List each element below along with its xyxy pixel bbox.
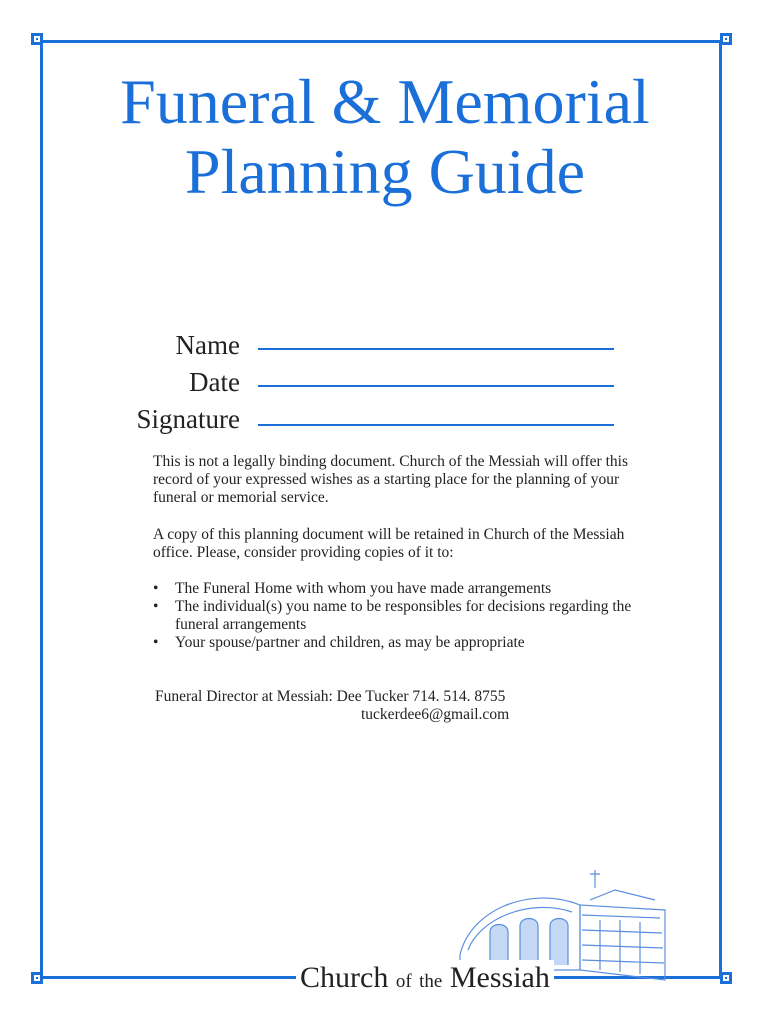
title-line-1: Funeral & Memorial [120,66,650,137]
corner-ornament-icon [31,33,43,45]
logo-word-church: Church [300,961,389,994]
corner-ornament-icon [31,972,43,984]
copies-recipients-list [153,580,653,652]
date-field[interactable] [258,385,614,387]
director-email: tuckerdee6@gmail.com [361,706,510,723]
list-item: • The individual(s) you name to be responsibles for decisions regarding the funeral arrangements [153,598,653,634]
list-item: • The Funeral Home with whom you have made arrangements [153,580,653,598]
logo-word-the: the [419,971,443,992]
name-label: Name [175,330,240,360]
signature-field[interactable] [258,424,614,426]
list-item: • Your spouse/partner and children, as may be appropriate [153,634,653,652]
funeral-director-contact: Funeral Director at Messiah: Dee Tucker 714. 514. 8755 [155,688,506,705]
signature-label: Signature [136,404,240,434]
logo-word-of: of [395,971,412,992]
corner-ornament-icon [720,33,732,45]
church-logo-text [296,960,554,1000]
name-field[interactable] [258,348,614,350]
date-label: Date [189,367,240,397]
title-line-2: Planning Guide [185,136,585,207]
copies-paragraph: A copy of this planning document will be retained in Church of the Messiah office. Please, consider providing copies of it to: [153,526,625,561]
logo-word-messiah: Messiah [449,961,550,994]
corner-ornament-icon [720,972,732,984]
disclaimer-paragraph: This is not a legally binding document. Church of the Messiah will offer this record of your expressed wishes as a starting place for the planning of your funeral or memorial service. [153,453,628,506]
